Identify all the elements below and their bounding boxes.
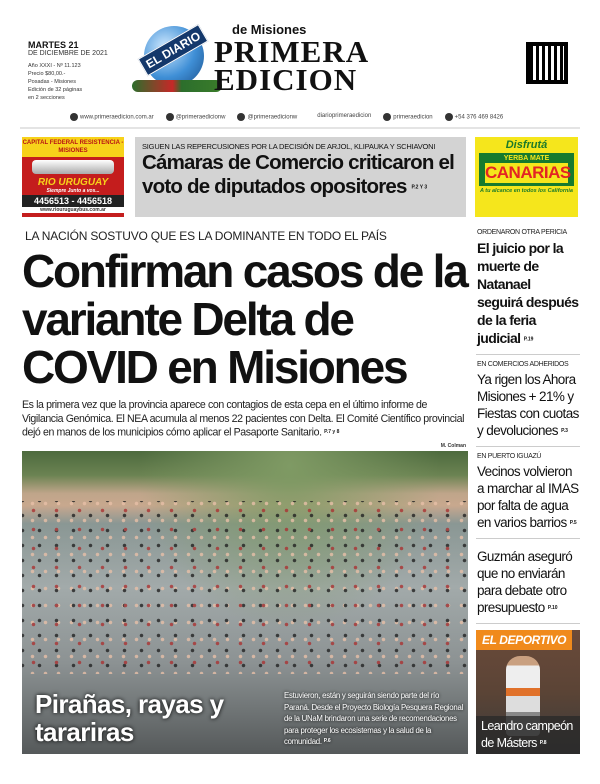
logo-subtitle: de Misiones [232, 22, 307, 37]
web-link[interactable] [70, 113, 154, 121]
ad-bottom: A tu alcance en todos los California [479, 188, 573, 194]
kicker: ORDENARON OTRA PERICIA [477, 229, 567, 236]
twitter-link[interactable] [166, 113, 226, 121]
sports-headline[interactable] [476, 716, 580, 754]
qr-code-icon[interactable] [526, 42, 568, 84]
social-links [70, 113, 503, 121]
ad-phones: 4456513 - 4456518 [22, 195, 124, 207]
sections: en 2 secciones [28, 95, 65, 101]
headline: El juicio por la muerte de Natanael seguirá después de la feria judicial [477, 240, 579, 346]
newspaper-title [214, 34, 370, 97]
globe-icon [70, 113, 78, 121]
divider [476, 538, 580, 539]
headline: Leandro campeón de Másters [481, 718, 573, 750]
ad-rio-uruguay[interactable] [22, 137, 124, 217]
kicker: EN PUERTO IGUAZÚ [477, 453, 542, 461]
logo-badge: EL DIARIO [138, 24, 209, 77]
youtube-link[interactable] [383, 113, 432, 121]
beach-photo[interactable] [22, 451, 468, 754]
page-ref: P.7 y 8 [324, 429, 340, 435]
twitter-icon [166, 113, 174, 121]
day: MARTES 21 [28, 40, 79, 50]
headline: Guzmán aseguró que no enviarán para debate otro presupuesto [477, 549, 573, 616]
location: Posadas - Misiones [28, 79, 76, 85]
date: DE DICIEMBRE DE 2021 [28, 50, 108, 57]
sidebar-story-4[interactable] [476, 545, 580, 623]
web-text: www.primeraedicion.com.ar [80, 114, 154, 121]
sidebar-story-1[interactable] [476, 229, 580, 354]
ad-url: www.riouruguaybus.com.ar [22, 207, 124, 213]
title-line-1: PRIMERA [214, 34, 370, 69]
sidebar-story-3[interactable] [476, 453, 580, 538]
sports-section-tag: EL DEPORTIVO [476, 630, 572, 650]
photo-credit: M. Colman [440, 443, 466, 450]
headline: Vecinos volvieron a marchar al IMAS por falta de agua en varios barrios [477, 464, 579, 531]
page-ref: P.6 [323, 738, 331, 745]
page-ref: P.2 Y 3 [411, 184, 428, 191]
divider [476, 354, 580, 355]
main-headline[interactable]: Confirman casos de la variante Delta de COVID en Misiones [22, 245, 467, 393]
headline: Ya rigen los Ahora Misiones + 21% y Fiestas con cuotas y devoluciones [477, 372, 579, 439]
main-deck [22, 399, 468, 440]
sidebar [476, 229, 580, 754]
ad-canarias[interactable] [475, 137, 578, 217]
ad-route: CAPITAL FEDERAL RESISTENCIA - MISIONES [22, 137, 124, 157]
bus-image-icon [32, 160, 114, 174]
sports-photo[interactable] [476, 630, 580, 754]
whatsapp-link[interactable] [445, 113, 504, 121]
divider [476, 623, 580, 624]
facebook-link[interactable] [237, 113, 297, 121]
whatsapp-text: +54 376 469 8426 [454, 114, 504, 121]
masthead-date [28, 40, 108, 102]
photo-story-text [284, 690, 464, 748]
page-count: Edición de 32 páginas [28, 87, 83, 93]
main-kicker: LA NACIÓN SOSTUVO QUE ES LA DOMINANTE EN TODO EL PAÍS [25, 229, 387, 243]
ad-brand: RIO URUGUAY [37, 177, 109, 188]
twitter-text: @primeraedicionw [175, 114, 226, 121]
title-line-2: EDICION [214, 62, 358, 97]
kicker: EN COMERCIOS ADHERIDOS [477, 361, 569, 369]
top-story[interactable] [135, 137, 466, 217]
top-story-headline: Cámaras de Comercio criticaron el voto de diputados opositores [142, 151, 454, 198]
whatsapp-icon [445, 113, 453, 121]
divider [476, 446, 580, 447]
ad-brand: CANARIAS [485, 163, 571, 182]
ad-slogan: Siempre Junto a vos... [46, 188, 100, 194]
page-ref: P.5 [569, 520, 577, 527]
photo-story-title[interactable]: Pirañas, rayas y tarariras [35, 689, 224, 747]
page-ref: P.3 [561, 428, 568, 435]
edition-number: Año XXXI - Nº 11.123 [28, 63, 81, 69]
page-ref: P.8 [539, 740, 547, 746]
instagram-link[interactable] [317, 113, 371, 121]
price: Precio $80,00.- [28, 71, 66, 77]
main-column [22, 229, 468, 754]
ad-sub: YERBA MATE [503, 155, 550, 162]
youtube-text: primeraedicion [393, 114, 433, 121]
ad-top: Disfrutá [505, 139, 548, 151]
top-story-kicker: SIGUEN LAS REPERCUSIONES POR LA DECISIÓN DE ARJOL, KLIPAUKA Y SCHIAVONI [142, 142, 436, 151]
page-ref: P.19 [523, 336, 534, 343]
youtube-icon [383, 113, 391, 121]
photo-text: Estuvieron, están y seguirán siendo parte del río Paraná. Desde el Proyecto Biología Pesquera Regional de la UNaM brindaron una serie de recomendaciones para proteger los ecosistemas y la salud de la comunidad. [284, 691, 464, 747]
instagram-text: diarioprimeraedicion [317, 113, 372, 119]
sidebar-story-2[interactable] [476, 361, 580, 446]
divider [20, 127, 580, 129]
christmas-holly-decoration [132, 80, 222, 92]
facebook-text: @primeraedicionw [247, 114, 298, 121]
bathers-texture [22, 501, 468, 674]
deck-text: Es la primera vez que la provincia aparece con contagios de esta cepa en el último informe de Vigilancia Genómica. El NEA acumula al menos 22 pacientes con Delta. El Comité Científico provincial dejó en manos de los municipios cómo aplicar el Pasaporte Sanitario. [22, 399, 465, 439]
facebook-icon [237, 113, 245, 121]
page-ref: P.10 [547, 605, 558, 612]
